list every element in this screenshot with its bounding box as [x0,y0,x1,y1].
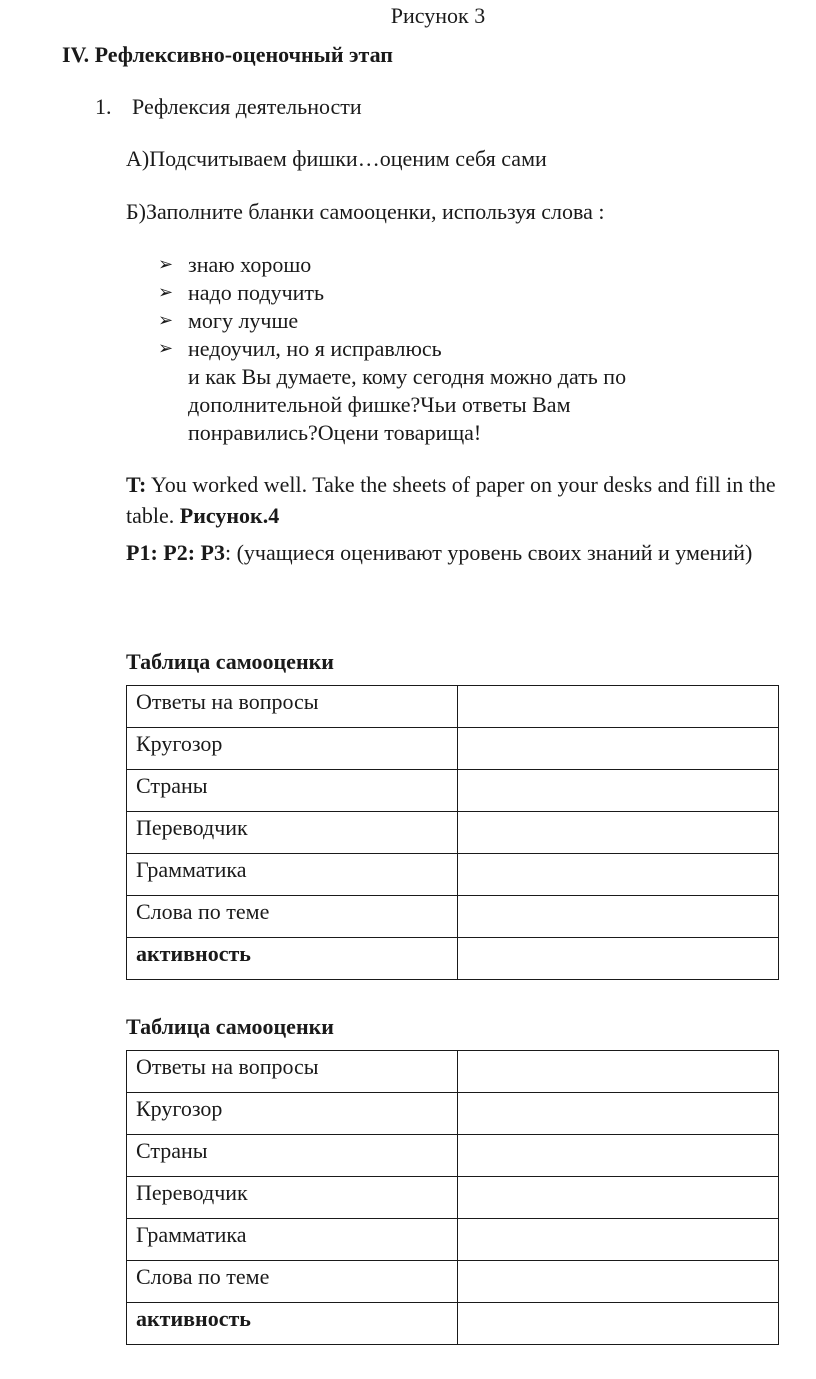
table-row [127,686,779,728]
table-cell-empty[interactable] [458,896,779,938]
table-title: Таблица самооценки [126,649,334,674]
teacher-paragraph [126,469,816,531]
arrowhead-bullet-icon: ➢ [158,338,174,359]
table-cell-empty[interactable] [458,770,779,812]
table-row [127,1093,779,1135]
table-row [127,938,779,980]
table-row [127,1219,779,1261]
table-row [127,728,779,770]
teacher-text: You worked well. Take the sheets of paper on your desks and fill in the table. [126,472,776,528]
table-row [127,1303,779,1345]
table-cell-label: Слова по теме [127,896,458,938]
item-number: 1. [95,94,112,119]
list-item-text: знаю хорошо [188,252,312,277]
continuation-line: понравились?Оцени товарища! [188,420,482,445]
table-cell-label: Страны [127,770,458,812]
self-assessment-table [126,685,779,980]
table-cell-empty[interactable] [458,1135,779,1177]
list-item [158,307,442,335]
table-cell-empty[interactable] [458,812,779,854]
table-cell-label: активность [127,938,458,980]
table-row [127,1051,779,1093]
list-item-text: могу лучше [188,308,299,333]
table-cell-label: Кругозор [127,1093,458,1135]
table-cell-label: Переводчик [127,812,458,854]
continuation-line: дополнительной фишке?Чьи ответы Вам [188,392,571,417]
arrowhead-bullet-icon: ➢ [158,282,174,303]
list-item [158,279,442,307]
arrowhead-bullet-icon: ➢ [158,310,174,331]
table-cell-empty[interactable] [458,1219,779,1261]
section-title: IV. Рефлексивно-оценочный этап [62,42,393,67]
table-cell-empty[interactable] [458,686,779,728]
list-item-text: недоучил, но я исправлюсь [188,336,442,361]
table-cell-label: Кругозор [127,728,458,770]
table-cell-label: активность [127,1303,458,1345]
item-title: Рефлексия деятельности [132,94,362,119]
pupils-text: : (учащиеся оценивают уровень своих знаний и умений) [224,540,753,565]
teacher-label: T: [126,472,147,497]
table-cell-empty[interactable] [458,938,779,980]
table-cell-label: Страны [127,1135,458,1177]
table-row [127,854,779,896]
table-cell-label: Слова по теме [127,1261,458,1303]
table-row [127,770,779,812]
list-item [158,335,442,363]
arrowhead-bullet-icon: ➢ [158,254,174,275]
word-list [158,251,442,363]
table-cell-label: Ответы на вопросы [127,686,458,728]
table-cell-empty[interactable] [458,854,779,896]
table-row [127,1177,779,1219]
table-row [127,1135,779,1177]
list-item [158,251,442,279]
table-cell-label: Ответы на вопросы [127,1051,458,1093]
table-cell-empty[interactable] [458,1177,779,1219]
table-cell-empty[interactable] [458,728,779,770]
table-cell-label: Переводчик [127,1177,458,1219]
table-cell-empty[interactable] [458,1093,779,1135]
table-cell-label: Грамматика [127,1219,458,1261]
list-item-text: надо подучить [188,280,325,305]
table-cell-empty[interactable] [458,1051,779,1093]
figure-reference: Рисунок.4 [179,503,280,528]
table-cell-empty[interactable] [458,1303,779,1345]
table-row [127,1261,779,1303]
figure-caption: Рисунок 3 [390,3,486,28]
table-title: Таблица самооценки [126,1014,334,1039]
instruction-a: А)Подсчитываем фишки…оценим себя сами [126,146,547,171]
continuation-line: и как Вы думаете, кому сегодня можно дать по [188,364,627,389]
table-cell-label: Грамматика [127,854,458,896]
table-cell-empty[interactable] [458,1261,779,1303]
table-row [127,896,779,938]
instruction-b: Б)Заполните бланки самооценки, используя слова : [126,199,605,224]
pupils-paragraph [126,537,816,568]
pupils-label: P1: P2: P3 [126,540,225,565]
table-row [127,812,779,854]
self-assessment-table [126,1050,779,1345]
